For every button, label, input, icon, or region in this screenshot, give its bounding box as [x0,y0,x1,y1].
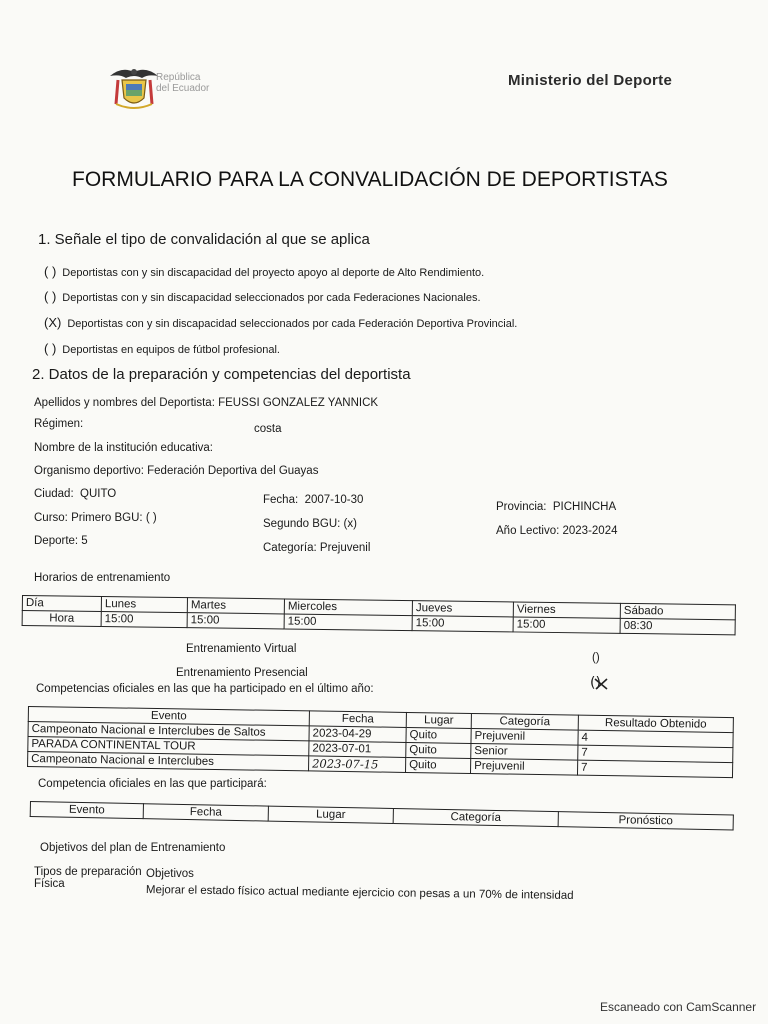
participara-header-cell: Categoría [393,808,558,826]
resultado-cell: 7 [577,760,732,777]
horarios-header-cell: Lunes [101,597,187,613]
resultado-cell: 7 [578,745,733,762]
option-text: Deportistas con y sin discapacidad seleccionados por cada Federación Deportiva Provincial. [67,318,518,330]
participara-table [30,801,734,831]
categoria-field: Categoría: Prejuvenil [263,542,371,554]
fecha-label: Fecha: [263,494,299,506]
objetivos-label: Objetivos del plan de Entrenamiento [40,842,226,854]
horarios-cell: 15:00 [101,612,187,628]
ciudad-field [34,488,116,500]
horarios-cell: Hora [22,611,101,627]
participara-header-cell: Fecha [143,804,268,821]
regimen-label: Régimen: [34,418,84,430]
section1-heading: 1. Señale el tipo de convalidación al que se aplica [38,231,370,248]
categoria-cell: Senior [471,743,578,760]
ciudad-label: Ciudad: [34,488,74,500]
option-mark: ( ) [44,289,57,304]
evento-cell: Campeonato Nacional e Interclubes [28,752,309,771]
tipos-preparacion-label: Tipos de preparación [34,866,142,878]
fisica-label: Física [34,878,65,890]
option-text: Deportistas con y sin discapacidad seleccionados por cada Federaciones Nacionales. [62,292,481,304]
horarios-header-cell: Martes [187,598,284,614]
option-text: Deportistas en equipos de fútbol profesional. [62,344,280,356]
presencial-mark-text: () [590,675,601,691]
section2-heading: 2. Datos de la preparación y competencias del deportista [32,366,411,383]
provincia-value: PICHINCHA [552,501,617,513]
horarios-header-cell: Miercoles [284,599,412,616]
horarios-cell: 08:30 [620,618,735,635]
competencias-header-cell: Lugar [406,712,471,728]
competencias-table [27,706,734,778]
entrenamiento-presencial-label: Entrenamiento Presencial [176,667,308,679]
horarios-cell: 15:00 [187,613,284,629]
option-mark: ( ) [44,264,57,279]
competencias-header-cell: Fecha [309,711,406,728]
fecha-cell: 2023-07-15 [309,756,406,773]
lugar-cell: Quito [406,757,471,773]
competencias-header-cell: Resultado Obtenido [578,715,733,732]
lugar-cell: Quito [406,742,471,758]
camscanner-watermark: Escaneado con CamScanner [600,1000,757,1014]
horarios-header-cell: Jueves [412,601,513,617]
crest-line-2: del Ecuador [156,83,210,94]
participara-header-row [30,802,733,830]
lugar-cell: Quito [406,727,471,743]
option-mark: (X) [44,315,62,330]
resultado-cell: 4 [578,730,733,747]
fecha-field [263,494,363,506]
option-alto-rendimiento [44,264,484,279]
fecha-value: 2007-10-30 [304,494,364,506]
horarios-header-cell: Viernes [513,602,620,618]
crest-line-1: República [156,72,201,83]
horarios-header-cell: Día [22,596,101,612]
provincia-label: Provincia: [496,501,547,513]
objetivos-column-label: Objetivos [146,868,194,880]
ministry-name: Ministerio del Deporte [508,72,673,89]
republica-label [156,72,209,94]
participara-header-cell: Evento [30,802,143,819]
fisica-objetivo: Mejorar el estado físico actual mediante ejercicio con pesas a un 70% de intensidad [145,884,574,902]
participara-header-cell: Pronóstico [558,812,733,830]
apellidos-field [34,397,378,409]
option-federaciones-nacionales [44,289,481,304]
apellidos-value: FEUSSI GONZALEZ YANNICK [218,397,379,409]
apellidos-label: Apellidos y nombres del Deportista: [34,397,215,409]
ecuador-crest-icon [108,62,160,112]
organismo-field: Organismo deportivo: Federación Deportiva del Guayas [34,465,319,477]
competencias-label: Competencias oficiales en las que ha participado en el último año: [36,683,374,695]
horarios-cell: 15:00 [284,614,412,631]
institucion-label: Nombre de la institución educativa: [34,442,213,454]
provincia-field [496,501,616,513]
fecha-cell: 2023-04-29 [309,726,406,743]
regimen-value: costa [254,423,282,435]
evento-cell: PARADA CONTINENTAL TOUR [28,737,309,756]
participara-header-cell: Lugar [268,806,393,823]
evento-cell: Campeonato Nacional e Interclubes de Saltos [28,722,309,741]
horarios-table [22,595,736,635]
deporte-field: Deporte: 5 [34,535,88,547]
option-futbol-profesional [44,341,280,356]
categoria-cell: Prejuvenil [471,728,578,745]
horarios-cell: 15:00 [412,616,513,632]
fecha-cell: 2023-07-01 [309,741,406,758]
entrenamiento-virtual-mark: () [592,652,600,664]
horarios-cell: 15:00 [513,617,620,633]
option-text: Deportistas con y sin discapacidad del proyecto apoyo al deporte de Alto Rendimiento. [62,267,485,279]
entrenamiento-presencial-mark [590,675,601,691]
participara-label: Competencia oficiales en las que participará: [38,778,267,790]
competencias-header-cell: Categoría [471,713,578,730]
anio-lectivo-field: Año Lectivo: 2023-2024 [496,525,618,537]
horarios-label: Horarios de entrenamiento [34,572,171,584]
horarios-header-cell: Sábado [620,603,735,620]
option-federacion-provincial [44,315,517,330]
categoria-cell: Prejuvenil [470,758,577,775]
form-title: FORMULARIO PARA LA CONVALIDACIÓN DE DEPORTISTAS [72,168,668,191]
segundo-bgu-field: Segundo BGU: (x) [263,518,357,530]
ciudad-value: QUITO [80,488,117,500]
competencias-header-cell: Evento [28,707,309,726]
curso-field: Curso: Primero BGU: ( ) [34,512,157,524]
option-mark: ( ) [44,341,57,356]
entrenamiento-virtual-label: Entrenamiento Virtual [186,643,297,655]
handwritten-x-icon [592,677,610,691]
